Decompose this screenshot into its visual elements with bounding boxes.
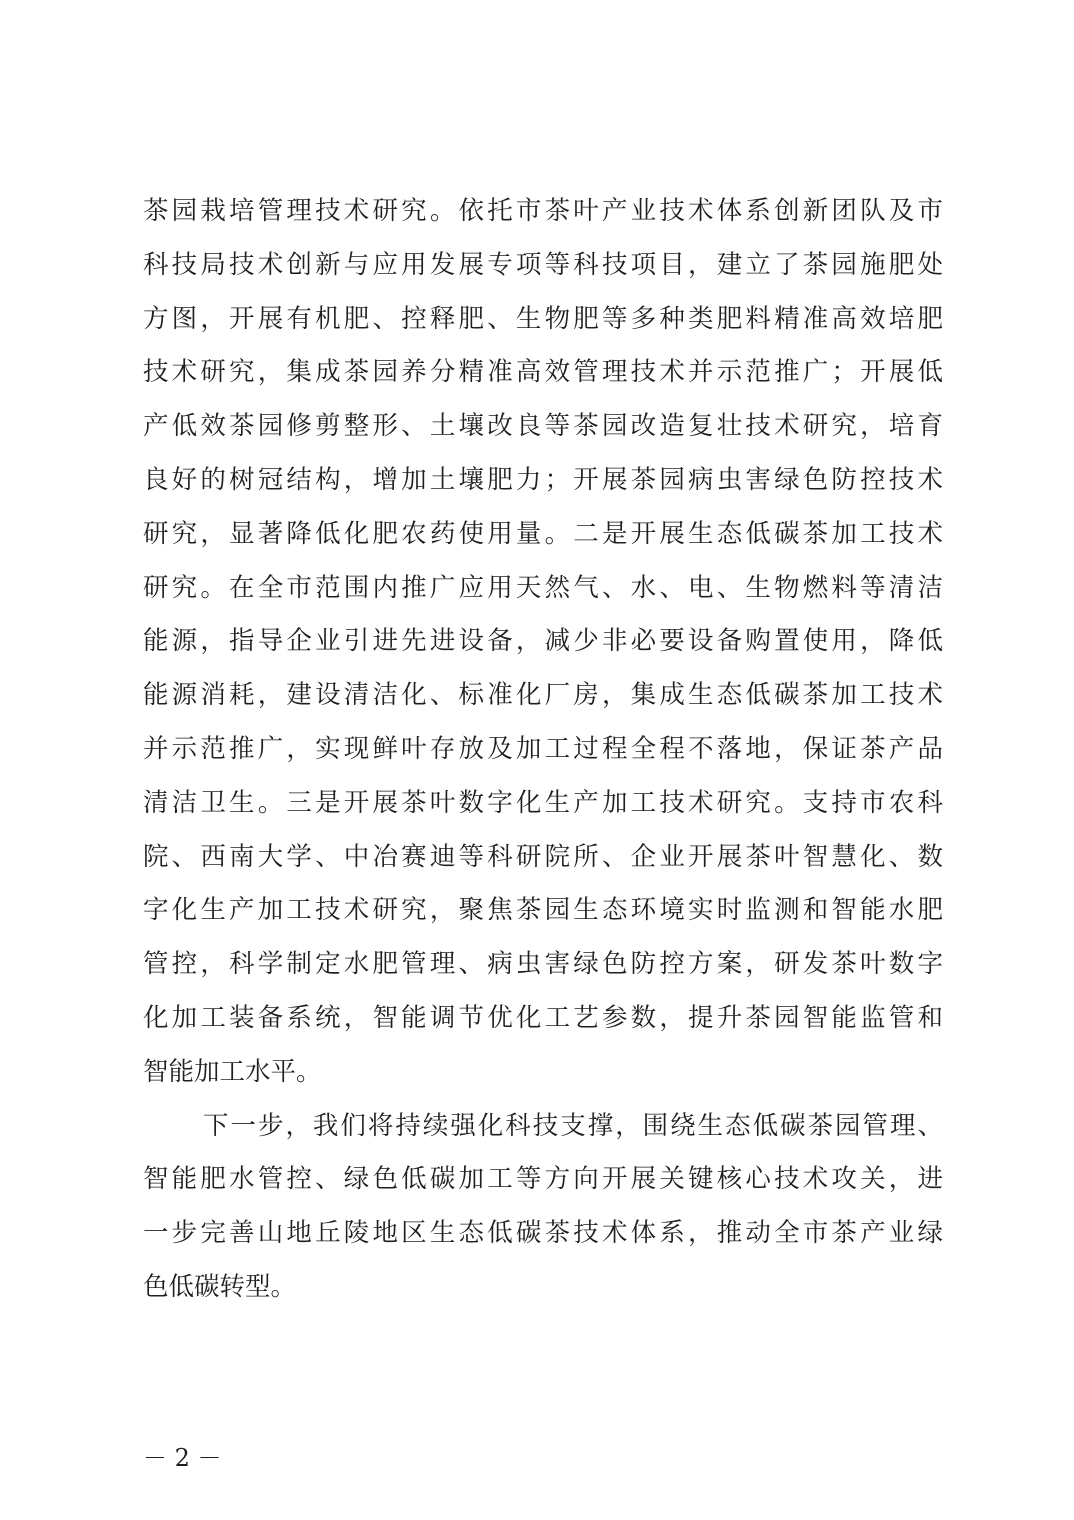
- text-line: 色低碳转型。: [143, 1271, 297, 1302]
- text-line: 方图，开展有机肥、控释肥、生物肥等多种类肥料精准高效培肥: [143, 303, 943, 334]
- text-line: 智能加工水平。: [143, 1056, 322, 1087]
- text-line: 智能肥水管控、绿色低碳加工等方向开展关键核心技术攻关，进: [143, 1164, 943, 1195]
- text-line: 科技局技术创新与应用发展专项等科技项目，建立了茶园施肥处: [143, 249, 943, 280]
- paragraph-1: [143, 185, 943, 1100]
- text-line: 能源消耗，建设清洁化、标准化厂房，集成生态低碳茶加工技术: [143, 680, 943, 711]
- text-line: 清洁卫生。三是开展茶叶数字化生产加工技术研究。支持市农科: [143, 787, 943, 818]
- text-line: 字化生产加工技术研究，聚焦茶园生态环境实时监测和智能水肥: [143, 895, 943, 926]
- text-line: 产低效茶园修剪整形、土壤改良等茶园改造复壮技术研究，培育: [143, 411, 943, 442]
- text-line: 研究，显著降低化肥农药使用量。二是开展生态低碳茶加工技术: [143, 518, 943, 549]
- text-line: 并示范推广，实现鲜叶存放及加工过程全程不落地，保证茶产品: [143, 733, 943, 764]
- text-line: 技术研究，集成茶园养分精准高效管理技术并示范推广；开展低: [143, 357, 943, 388]
- text-line: 下一步，我们将持续强化科技支撑，围绕生态低碳茶园管理、: [203, 1110, 943, 1141]
- text-line: 研究。在全市范围内推广应用天然气、水、电、生物燃料等清洁: [143, 572, 943, 603]
- text-line: 良好的树冠结构，增加土壤肥力；开展茶园病虫害绿色防控技术: [143, 464, 943, 495]
- text-line: 茶园栽培管理技术研究。依托市茶叶产业技术体系创新团队及市: [143, 196, 943, 226]
- text-line: 管控，科学制定水肥管理、病虫害绿色防控方案，研发茶叶数字: [143, 949, 943, 980]
- text-line: 院、西南大学、中冶赛迪等科研院所、企业开展茶叶智慧化、数: [143, 841, 943, 872]
- body-text: [143, 185, 943, 1315]
- page-number: － 2 －: [143, 1444, 222, 1472]
- text-line: 一步完善山地丘陵地区生态低碳茶技术体系，推动全市茶产业绿: [143, 1218, 943, 1249]
- text-line: 化加工装备系统，智能调节优化工艺参数，提升茶园智能监管和: [143, 1002, 943, 1033]
- paragraph-2: [143, 1100, 943, 1315]
- text-line: 能源，指导企业引进先进设备，减少非必要设备购置使用，降低: [143, 626, 943, 657]
